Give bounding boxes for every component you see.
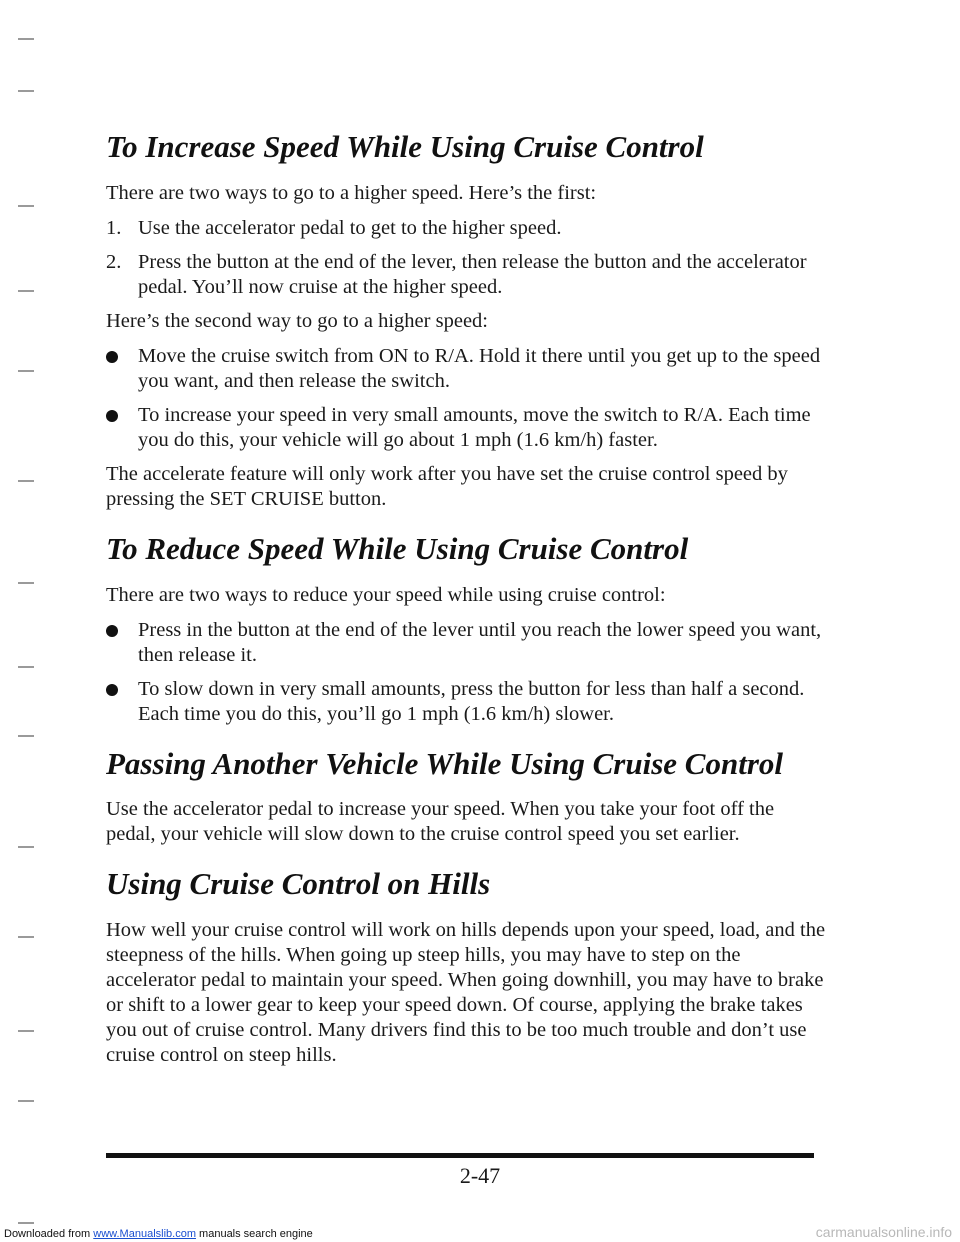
step-number: 1. [106,216,122,239]
edge-mark [18,90,34,92]
numbered-list [106,216,826,300]
list-item [106,403,826,453]
step-text: Use the accelerator pedal to get to the higher speed. [138,216,562,239]
bullet-list [106,344,826,453]
edge-mark [18,666,34,668]
section-body: How well your cruise control will work on hills depends upon your speed, load, and the steepness of the hills. When going up steep hills, you may have to step on the accelerator pedal to maintain your speed. When going downhill, you may have to brake or shift to a lower gear to keep your speed down. Of course, applying the brake takes you out of cruise control. Many drivers find this to be too much trouble and don’t use cruise control on steep hills. [106,919,826,1066]
edge-mark [18,582,34,584]
section-heading: To Reduce Speed While Using Cruise Control [106,530,689,566]
bullet-icon [106,410,118,422]
footer-suffix: manuals search engine [199,1228,313,1240]
list-item [106,618,826,668]
edge-mark [18,846,34,848]
bullet-text: To increase your speed in very small amounts, move the switch to R/A. Each time you do this, your vehicle will go about 1 mph (1.6 km/h) faster. [138,403,811,451]
edge-mark [18,735,34,737]
watermark: carmanualsonline.info [815,1224,952,1240]
edge-mark [18,290,34,292]
edge-mark [18,936,34,938]
edge-mark [18,1100,34,1102]
list-item [106,250,826,300]
section-increase-speed [106,128,826,512]
list-item [106,677,826,727]
manualslib-link[interactable]: www.Manualslib.com [93,1228,196,1240]
edge-mark [18,1030,34,1032]
edge-mark [18,1222,34,1224]
bullet-text: To slow down in very small amounts, press the button for less than half a second. Each time you do this, you’ll go 1 mph (1.6 km/h) slower. [138,677,805,725]
edge-mark [18,480,34,482]
bullet-text: Move the cruise switch from ON to R/A. Hold it there until you get up to the speed you want, and then release the switch. [138,344,821,392]
step-number: 2. [106,250,122,273]
edge-mark [18,38,34,40]
bullet-icon [106,351,118,363]
page-content [106,128,826,1086]
section-reduce-speed [106,530,826,727]
bullet-icon [106,684,118,696]
step-text: Press the button at the end of the lever, then release the button and the accelerator pedal. You’ll now cruise at the higher speed. [138,250,807,298]
footer-prefix: Downloaded from [4,1228,91,1240]
bullet-icon [106,625,118,637]
section-intro: There are two ways to go to a higher speed. Here’s the first: [106,181,597,204]
section-heading: Using Cruise Control on Hills [106,866,491,902]
section-hills [106,865,826,1068]
section-intro: There are two ways to reduce your speed while using cruise control: [106,583,666,606]
section-second-intro: Here’s the second way to go to a higher speed: [106,309,488,332]
edge-mark [18,205,34,207]
list-item [106,344,826,394]
section-heading: Passing Another Vehicle While Using Cruise Control [106,745,784,781]
bullet-list [106,618,826,727]
section-heading: To Increase Speed While Using Cruise Control [106,129,704,164]
download-footer [4,1228,313,1240]
section-body: Use the accelerator pedal to increase your speed. When you take your foot off the pedal, your vehicle will slow down to the cruise control speed you set earlier. [106,798,775,846]
bullet-text: Press in the button at the end of the lever until you reach the lower speed you want, then release it. [138,618,822,666]
edge-mark [18,370,34,372]
section-closing: The accelerate feature will only work after you have set the cruise control speed by pressing the SET CRUISE button. [106,462,788,510]
footer-rule [106,1153,814,1158]
list-item [106,216,826,241]
page-number: 2-47 [459,1163,501,1188]
section-passing [106,745,826,848]
